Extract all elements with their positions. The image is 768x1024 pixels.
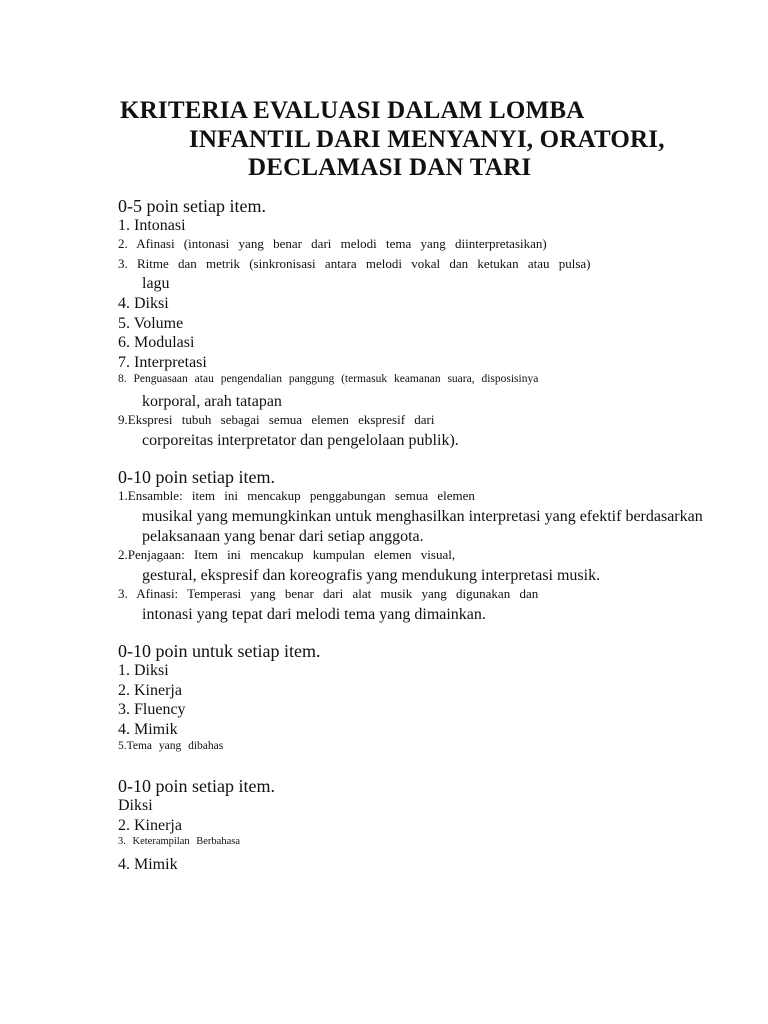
list-item: 3. Afinasi: Temperasi yang benar dari alat musik yang digunakan dan	[118, 586, 539, 601]
list-item: 4. Diksi	[118, 295, 169, 312]
list-item: 4. Mimik	[118, 721, 178, 738]
section-3-heading: 0-10 poin untuk setiap item.	[118, 641, 321, 661]
section-2-heading: 0-10 poin setiap item.	[118, 467, 275, 487]
list-item: 1.Ensamble: item ini mencakup penggabungan semua elemen	[118, 488, 475, 503]
list-item: 5. Volume	[118, 315, 184, 332]
list-item: 6. Modulasi	[118, 334, 195, 351]
section-4-heading: 0-10 poin setiap item.	[118, 776, 275, 796]
list-item-continuation: pelaksanaan yang benar dari setiap anggota.	[142, 528, 424, 545]
title-line-1: KRITERIA EVALUASI DALAM LOMBA	[120, 97, 585, 124]
list-item: 2. Kinerja	[118, 817, 182, 834]
list-item: 1. Diksi	[118, 662, 169, 679]
list-item: 1. Intonasi	[118, 217, 186, 234]
list-item: Diksi	[118, 797, 153, 814]
list-item-continuation: gestural, ekspresif dan koreografis yang mendukung interpretasi musik.	[142, 567, 601, 584]
list-item: 3. Ritme dan metrik (sinkronisasi antara melodi vokal dan ketukan atau pulsa)	[118, 256, 591, 271]
list-item: 2.Penjagaan: Item ini mencakup kumpulan elemen visual,	[118, 547, 456, 562]
list-item: 3. Keterampilan Berbahasa	[118, 836, 240, 847]
title-line-2: INFANTIL DARI MENYANYI, ORATORI,	[189, 126, 665, 153]
list-item-continuation: corporeitas interpretator dan pengelolaan publik).	[142, 432, 459, 449]
list-item: 8. Penguasaan atau pengendalian panggung (termasuk keamanan suara, disposisinya	[118, 373, 539, 385]
list-item-continuation: intonasi yang tepat dari melodi tema yang dimainkan.	[142, 606, 486, 623]
title-line-3: DECLAMASI DAN TARI	[248, 154, 532, 181]
list-item: 7. Interpretasi	[118, 354, 207, 371]
section-1-heading: 0-5 poin setiap item.	[118, 196, 266, 216]
list-item-continuation: musikal yang memungkinkan untuk menghasilkan interpretasi yang efektif berdasarkan	[142, 508, 703, 525]
list-item: 5.Tema yang dibahas	[118, 740, 224, 752]
list-item-continuation: lagu	[142, 275, 170, 292]
list-item: 2. Afinasi (intonasi yang benar dari melodi tema yang diinterpretasikan)	[118, 236, 547, 251]
list-item: 3. Fluency	[118, 701, 186, 718]
list-item: 4. Mimik	[118, 856, 178, 873]
list-item: 2. Kinerja	[118, 682, 182, 699]
list-item: 9.Ekspresi tubuh sebagai semua elemen ekspresif dari	[118, 412, 435, 427]
list-item-continuation: korporal, arah tatapan	[142, 393, 282, 410]
